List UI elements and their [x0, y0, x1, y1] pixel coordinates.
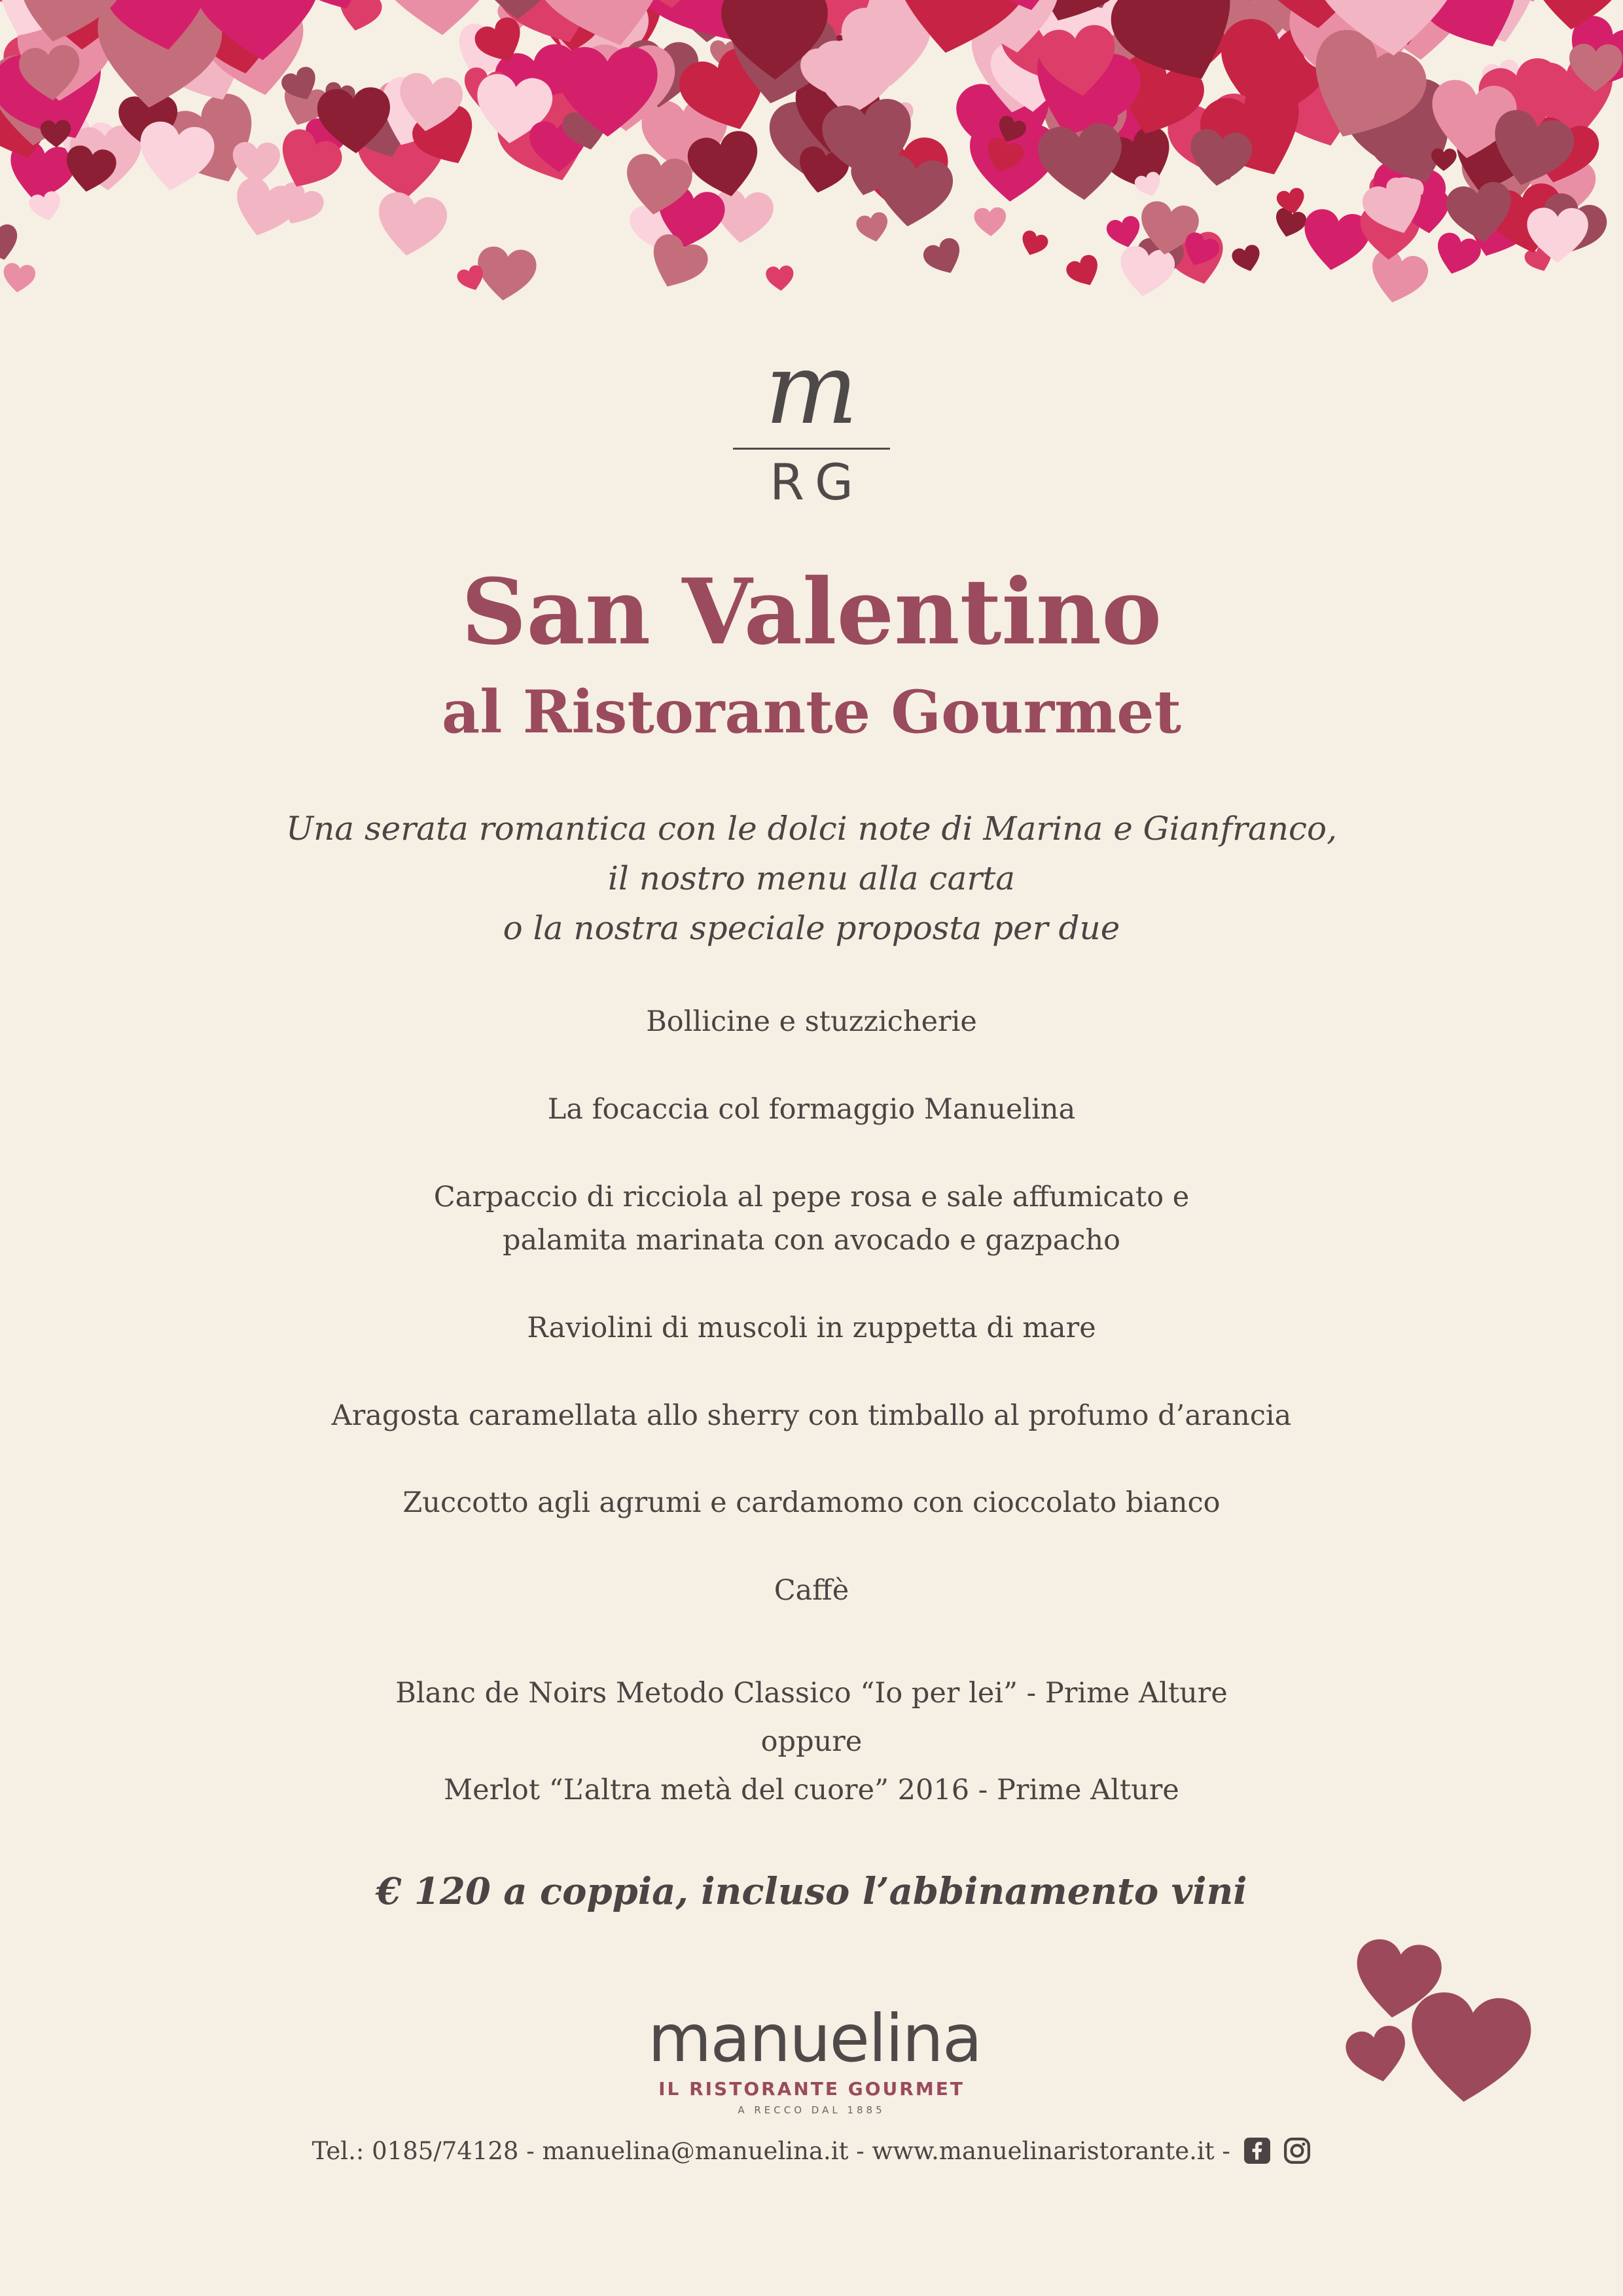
heart-shape [685, 128, 766, 204]
heart-shape [88, 0, 202, 31]
menu-item-text: palamita marinata con avocado e gazpacho [502, 1224, 1120, 1257]
heart-shape [1081, 0, 1114, 13]
heart-shape [243, 0, 311, 10]
heart-shape [793, 144, 851, 198]
heart-shape [1369, 75, 1397, 101]
intro-line: o la nostra speciale proposta per due [503, 909, 1120, 947]
heart-shape [196, 1, 282, 81]
heart-shape [952, 69, 1061, 172]
monogram-letters-rg: RG [770, 453, 864, 511]
heart-shape [1183, 0, 1249, 10]
heart-shape [1135, 237, 1185, 282]
heart-shape [18, 43, 83, 103]
heart-shape [407, 100, 486, 176]
heart-shape [448, 19, 519, 87]
intro-line: il nostro menu alla carta [607, 859, 1016, 897]
page-subtitle: al Ristorante Gourmet [441, 677, 1182, 747]
heart-shape [638, 0, 683, 10]
heart-shape [1136, 199, 1201, 259]
heart-shape [488, 0, 618, 60]
heart-shape [1230, 243, 1264, 275]
heart-shape [855, 211, 892, 245]
heart-shape [1133, 170, 1165, 200]
heart-shape [981, 135, 1027, 178]
heart-shape [472, 72, 554, 148]
heart-shape [69, 124, 144, 192]
heart-shape [3, 138, 79, 208]
heart-shape [306, 117, 351, 158]
heart-shape [52, 113, 119, 175]
heart-shape [622, 39, 700, 110]
heart-shape [238, 18, 300, 75]
heart-shape [766, 265, 795, 292]
heart-shape [1527, 158, 1597, 221]
heart-shape [530, 0, 656, 90]
heart-shape [188, 0, 221, 4]
heart-shape [796, 35, 874, 109]
heart-shape [1098, 121, 1182, 201]
contact-info: Tel.: 0185/74128 - manuelina@manuelina.it - www.manuelinaristorante.it - [312, 2137, 1230, 2165]
heart-shape [590, 0, 673, 12]
heart-shape [512, 0, 548, 14]
heart-shape [38, 0, 82, 7]
heart-shape [394, 71, 465, 136]
heart-shape [1291, 20, 1436, 160]
heart-shape [1286, 0, 1422, 103]
heart-shape [1012, 0, 1136, 39]
heart-shape [1037, 122, 1126, 204]
heart-shape [459, 65, 510, 113]
menu-item [0, 1569, 1623, 1612]
heart-shape [40, 120, 71, 148]
heart-shape [1431, 149, 1457, 171]
heart-shape [335, 0, 384, 35]
heart-shape [1520, 113, 1603, 192]
heart-shape [819, 96, 919, 188]
heart-shape [605, 51, 652, 96]
heart-shape [200, 0, 315, 104]
heart-shape [957, 0, 1067, 59]
heart-shape [807, 38, 899, 122]
wine-line: oppure [760, 1725, 863, 1758]
heart-shape [1063, 252, 1105, 291]
heart-shape [633, 0, 704, 12]
heart-shape [1168, 209, 1200, 239]
menu-item [0, 1394, 1623, 1437]
heart-shape [1288, 0, 1376, 16]
heart-shape [882, 101, 916, 133]
heart-shape [1323, 0, 1463, 62]
hearts-border-decoration [0, 0, 1623, 367]
heart-shape [1482, 105, 1579, 196]
menu-item [0, 1088, 1623, 1131]
heart-shape [711, 187, 775, 246]
heart-shape [1211, 14, 1337, 131]
heart-shape [1, 262, 37, 294]
heart-shape [1444, 179, 1516, 246]
heart-shape [558, 47, 658, 137]
heart-shape [1425, 0, 1555, 58]
brand-name: manuelina [648, 2000, 982, 2077]
heart-shape [673, 41, 781, 144]
heart-shape [1395, 0, 1508, 38]
heart-shape [1038, 0, 1194, 78]
heart-shape [1431, 230, 1484, 279]
heart-shape [1413, 0, 1538, 66]
heart-shape [628, 201, 687, 255]
heart-shape [529, 120, 587, 173]
heart-shape [118, 95, 179, 150]
page-title: San Valentino [461, 558, 1162, 665]
heart-shape [39, 0, 127, 51]
heart-shape [799, 0, 930, 87]
heart-shape [1026, 71, 1133, 173]
heart-shape [1105, 48, 1210, 148]
heart-shape [1474, 53, 1572, 145]
brand-since: A RECCO DAL 1885 [738, 2104, 885, 2116]
heart-shape [480, 0, 556, 19]
heart-shape [345, 96, 419, 168]
heart-shape [497, 0, 534, 33]
heart-shape [12, 11, 115, 106]
heart-shape [1073, 98, 1121, 144]
heart-shape [1364, 158, 1450, 238]
heart-shape [228, 174, 302, 243]
heart-shape [1522, 50, 1623, 145]
footer-contacts [0, 2135, 1623, 2168]
heart-shape [1299, 26, 1359, 83]
heart-shape [1522, 243, 1556, 276]
heart-shape [578, 44, 675, 132]
heart-shape [190, 0, 327, 65]
heart-shape [548, 6, 601, 54]
heart-shape [367, 71, 459, 158]
heart-shape [87, 0, 226, 117]
brand-logo [648, 2000, 982, 2118]
heart-shape [572, 75, 599, 100]
menu-item-text: La focaccia col formaggio Manuelina [547, 1093, 1076, 1126]
heart-shape [27, 190, 64, 224]
heart-shape [1341, 75, 1459, 184]
heart-shape [840, 3, 935, 90]
heart-shape [974, 0, 1070, 20]
menu-item-text: Bollicine e stuzzicherie [646, 1005, 977, 1038]
menu-item-text: Caffè [774, 1574, 849, 1607]
heart-shape [1272, 206, 1309, 241]
heart-shape [0, 18, 99, 114]
heart-shape [1404, 1989, 1534, 2108]
heart-shape [1359, 206, 1420, 261]
heart-shape [537, 0, 624, 20]
heart-shape [1365, 247, 1431, 309]
heart-shape [974, 207, 1007, 237]
heart-shape [1135, 0, 1250, 79]
heart-shape [1141, 58, 1177, 92]
heart-shape [1569, 43, 1623, 92]
heart-shape [0, 92, 29, 140]
heart-shape [1491, 0, 1561, 10]
heart-shape [1248, 0, 1379, 33]
menu-item [0, 1175, 1623, 1262]
heart-shape [1298, 207, 1372, 276]
heart-shape [546, 0, 601, 9]
heart-shape [0, 0, 124, 58]
heart-shape [152, 86, 272, 200]
instagram-icon[interactable] [1283, 2137, 1311, 2164]
heart-shape [1326, 0, 1402, 48]
heart-shape [623, 0, 791, 66]
heart-shape [721, 0, 829, 80]
heart-shape [0, 51, 80, 172]
heart-shape [869, 152, 955, 232]
heart-shape [471, 14, 531, 71]
heart-shape [990, 39, 1072, 115]
menu-item [0, 1481, 1623, 1524]
heart-shape [1113, 48, 1196, 126]
heart-shape [240, 0, 284, 20]
heart-shape [1425, 77, 1520, 164]
heart-shape [1294, 0, 1461, 54]
heart-shape [560, 105, 613, 154]
heart-shape [269, 124, 348, 199]
heart-shape [966, 120, 1059, 204]
heart-shape [745, 0, 876, 67]
heart-shape [1165, 228, 1231, 291]
heart-shape [1369, 174, 1415, 215]
heart-shape [232, 141, 281, 185]
menu-item-text: Zuccotto agli agrumi e cardamomo con cioccolato bianco [402, 1486, 1221, 1519]
heart-shape [1343, 2023, 1412, 2088]
menu-item [0, 1000, 1623, 1043]
heart-shape [1529, 188, 1612, 267]
heart-shape [1220, 0, 1251, 27]
heart-shape [797, 24, 854, 78]
heart-shape [1192, 71, 1321, 194]
heart-shape [285, 0, 382, 23]
heart-shape [1036, 22, 1121, 101]
heart-shape [1556, 10, 1623, 103]
heart-shape [10, 0, 112, 50]
heart-shape [537, 0, 672, 90]
heart-shape [1275, 187, 1308, 217]
heart-shape [879, 0, 1037, 66]
heart-shape [455, 263, 488, 295]
heart-shape [1114, 0, 1157, 12]
heart-shape [526, 0, 685, 62]
heart-shape [1162, 88, 1274, 192]
heart-shape [988, 0, 1169, 81]
heart-shape [656, 0, 763, 46]
heart-shape [1526, 0, 1623, 35]
menu-item-text: Carpaccio di ricciola al pepe rosa e sale affumicato e [433, 1181, 1190, 1213]
heart-shape [1362, 0, 1474, 63]
menu-item [0, 1306, 1623, 1350]
intro-line: Una serata romantica con le dolci note di Marina e Gianfranco, [285, 810, 1338, 848]
heart-shape [760, 0, 801, 22]
heart-shape [993, 0, 1111, 103]
heart-shape [651, 183, 728, 254]
heart-shape [939, 0, 1052, 55]
heart-shape [1461, 144, 1539, 215]
wine-line: Blanc de Noirs Metodo Classico “Io per lei” - Prime Alture [395, 1677, 1228, 1710]
heart-shape [920, 235, 967, 280]
heart-shape [134, 118, 217, 196]
heart-shape [276, 79, 333, 133]
wine-pairing [0, 1669, 1623, 1814]
heart-shape [279, 64, 323, 107]
heart-shape [0, 24, 126, 161]
heart-shape [1329, 0, 1399, 12]
heart-shape [861, 137, 949, 217]
heart-shape [24, 0, 73, 3]
heart-shape [1261, 53, 1374, 160]
heart-shape [474, 245, 538, 304]
menu-item-text: Aragosta caramellata allo sherry con timballo al profumo d’arancia [331, 1399, 1292, 1432]
heart-shape [321, 81, 357, 113]
heart-shape [0, 0, 56, 21]
heart-shape [316, 86, 392, 155]
heart-shape [1527, 207, 1588, 263]
heart-shape [1132, 132, 1165, 162]
heart-shape [1445, 120, 1532, 202]
heart-shape [1234, 0, 1378, 46]
heart-shape [709, 40, 740, 69]
heart-shape [1202, 0, 1292, 65]
heart-shape [62, 143, 118, 196]
heart-shape [621, 151, 695, 219]
heart-shape [1484, 180, 1569, 260]
intro-text [0, 804, 1623, 953]
heart-shape [1016, 28, 1149, 154]
heart-shape [1454, 186, 1539, 267]
heart-shape [1101, 0, 1258, 104]
heart-shape [959, 7, 1084, 123]
heart-shape [1352, 0, 1453, 27]
heart-shape [20, 0, 179, 79]
heart-shape [1056, 72, 1166, 174]
heart-shape [982, 0, 1071, 28]
heart-shape [100, 0, 219, 60]
heart-shape [993, 114, 1028, 147]
heart-shape [1400, 188, 1452, 236]
heart-shape [1116, 244, 1177, 300]
heart-shape [1072, 82, 1163, 169]
monogram-letter-m: m [764, 332, 859, 446]
heart-shape [1186, 127, 1254, 189]
heart-shape [955, 0, 1031, 9]
heart-shape [490, 40, 589, 132]
heart-shape [1060, 0, 1183, 72]
heart-shape [1210, 0, 1382, 63]
heart-shape [1, 0, 168, 53]
heart-shape [0, 0, 85, 52]
heart-shape [1078, 0, 1196, 98]
heart-shape [0, 223, 23, 265]
heart-shape [376, 76, 440, 134]
heart-shape [1018, 228, 1050, 259]
wine-line: Merlot “L’altra metà del cuore” 2016 - Prime Alture [444, 1774, 1179, 1806]
heart-shape [271, 179, 327, 233]
heart-shape [846, 158, 890, 200]
menu-item-text: Raviolini di muscoli in zuppetta di mare [527, 1312, 1096, 1344]
heart-shape [1105, 214, 1145, 251]
heart-shape [160, 22, 258, 115]
price-text: € 120 a coppia, incluso l’abbinamento vini [376, 1870, 1247, 1913]
heart-shape [1178, 230, 1222, 272]
heart-shape [18, 0, 127, 45]
heart-shape [1358, 173, 1432, 243]
heart-shape [719, 0, 842, 115]
heart-shape [1438, 88, 1541, 187]
brand-tagline: IL RISTORANTE GOURMET [658, 2078, 965, 2100]
corner-hearts-decoration [1322, 1931, 1558, 2127]
heart-shape [641, 230, 712, 297]
heart-shape [491, 86, 606, 196]
monogram-divider [733, 448, 890, 450]
heart-shape [0, 52, 92, 151]
heart-shape [171, 0, 269, 31]
heart-shape [998, 155, 1029, 185]
heart-shape [1385, 177, 1424, 213]
monogram-logo [733, 332, 890, 511]
facebook-icon[interactable] [1243, 2137, 1271, 2164]
heart-shape [372, 190, 450, 261]
heart-shape [1388, 97, 1452, 155]
heart-shape [639, 95, 732, 179]
heart-shape [669, 0, 780, 41]
heart-shape [907, 0, 986, 42]
heart-shape [788, 71, 883, 159]
heart-shape [767, 96, 872, 191]
heart-shape [1363, 101, 1464, 196]
heart-shape [368, 0, 508, 39]
heart-shape [1480, 177, 1513, 207]
heart-shape [355, 116, 450, 202]
heart-shape [1480, 58, 1525, 99]
heart-shape [1309, 0, 1468, 62]
